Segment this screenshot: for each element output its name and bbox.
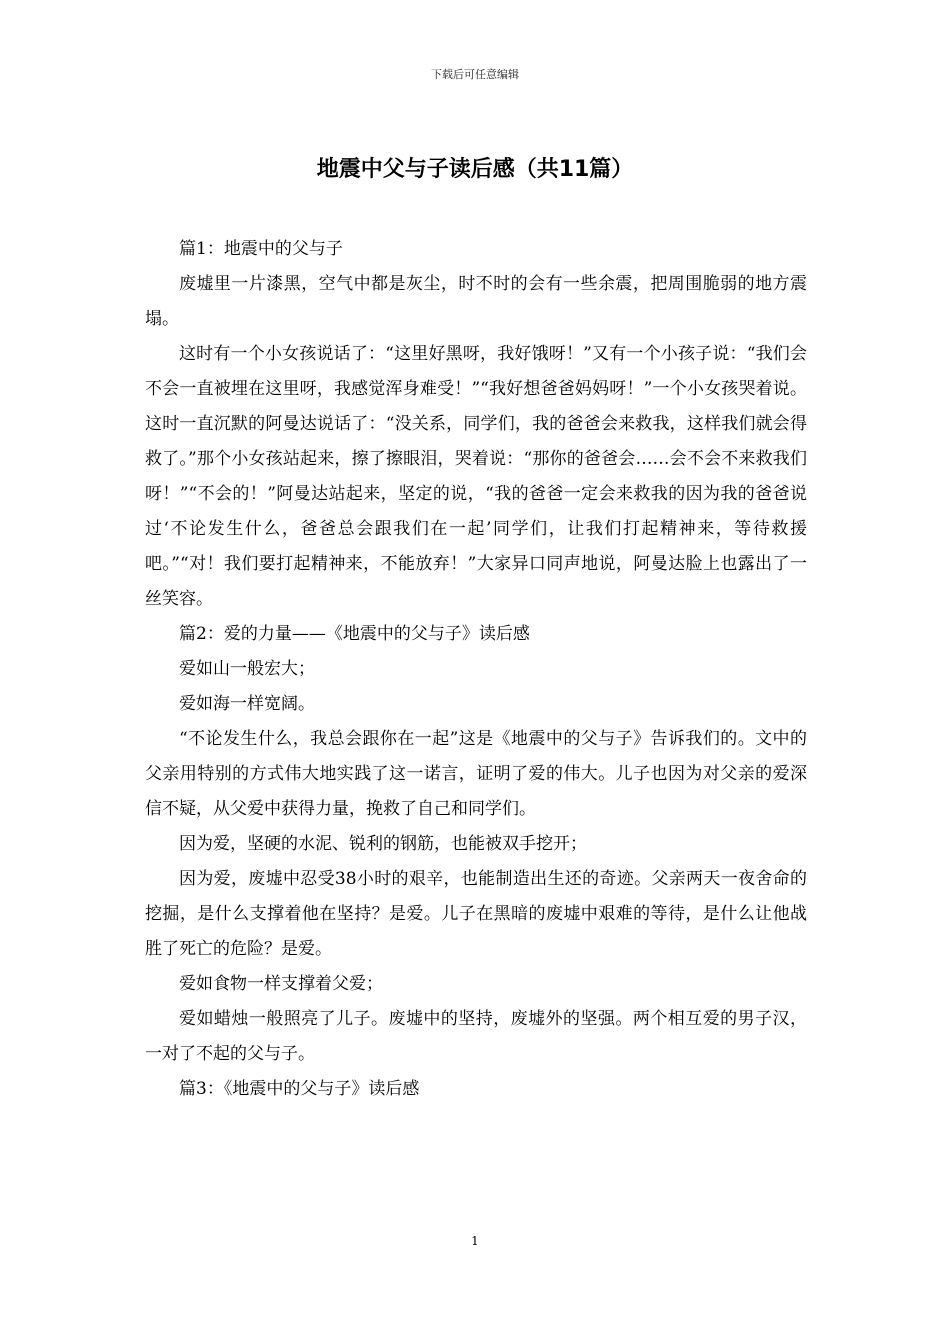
paragraph: 爱如山一般宏大； — [179, 659, 315, 679]
page-number: 1 — [471, 1234, 479, 1248]
section-heading-3: 篇3：《地震中的父与子》读后感 — [179, 1079, 420, 1099]
paragraph: 爱如海一样宽阔。 — [179, 694, 315, 714]
paragraph: 因为爱，坚硬的水泥、锐利的钢筋，也能被双手挖开； — [179, 834, 587, 854]
document-body — [145, 232, 807, 1107]
section-heading-2: 篇2：爱的力量——《地震中的父与子》读后感 — [179, 624, 530, 644]
paragraph: 废墟里一片漆黑，空气中都是灰尘，时不时的会有一些余震，把周围脆弱的地方震塌。 — [145, 274, 807, 329]
paragraph: 这时有一个小女孩说话了：“这里好黑呀，我好饿呀！”又有一个小孩子说：“我们会不会一直被埋在这里呀，我感觉浑身难受！”“我好想爸爸妈妈呀！”一个小女孩哭着说。这时一直沉默的阿曼达说话了：“没关系，同学们，我的爸爸会来救我，这样我们就会得救了。”那个小女孩站起来，擦了擦眼泪，哭着说：“那你的爸爸会……会不会不来救我们呀！”“不会的！”阿曼达站起来，坚定的说，“我的爸爸一定会来救我的因为我的爸爸说过‘不论发生什么，爸爸总会跟我们在一起’同学们，让我们打起精神来，等待救援吧。”“对！我们要打起精神来，不能放弃！”大家异口同声地说，阿曼达脸上也露出了一丝笑容。 — [145, 344, 807, 609]
paragraph: 爱如蜡烛一般照亮了儿子。废墟中的坚持，废墟外的坚强。两个相互爱的男子汉，一对了不起的父与子。 — [145, 1009, 807, 1064]
paragraph: “不论发生什么，我总会跟你在一起”这是《地震中的父与子》告诉我们的。文中的父亲用特别的方式伟大地实践了这一诺言，证明了爱的伟大。儿子也因为对父亲的爱深信不疑，从父爱中获得力量，挽救了自己和同学们。 — [145, 729, 807, 819]
section-heading-1: 篇1：地震中的父与子 — [179, 239, 343, 259]
paragraph: 爱如食物一样支撑着父爱； — [179, 974, 383, 994]
document-title: 地震中父与子读后感（共11篇） — [316, 157, 634, 182]
paragraph: 因为爱，废墟中忍受38小时的艰辛，也能制造出生还的奇迹。父亲两天一夜舍命的挖掘，是什么支撑着他在坚持？是爱。儿子在黑暗的废墟中艰难的等待，是什么让他战胜了死亡的危险？是爱。 — [145, 869, 807, 959]
page-header: 下载后可任意编辑 — [431, 68, 519, 81]
